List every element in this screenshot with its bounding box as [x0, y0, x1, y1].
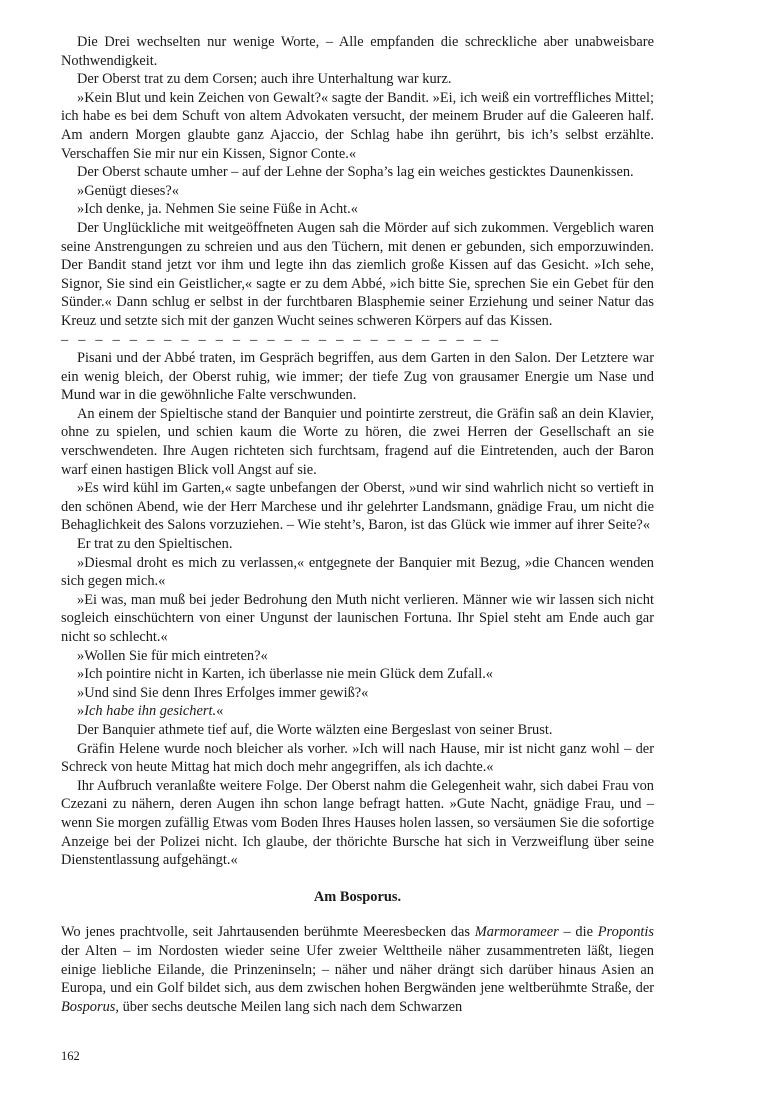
- quote-open: »: [77, 703, 85, 720]
- paragraph: »Und sind Sie denn Ihres Erfolges immer gewiß?«: [77, 684, 369, 701]
- paragraph: Gräfin Helene wurde noch bleicher als vorher. »Ich will nach Hause, mir ist nicht ganz wohl – der Schreck von heute Mittag hat mich doch mehr angegriffen, als ich dachte.«: [61, 740, 654, 776]
- paragraph: »Es wird kühl im Garten,« sagte unbefangen der Oberst, »und wir sind wahrlich nicht so vertieft in den schönen Abend, wie der Herr Marchese und ihr gelehrter Landsmann, gnädige Frau, um nicht die Behaglichkeit des Salons vorzuziehen. – Wie steht’s, Baron, ist das Glück wie immer auf ihrer Seite?«: [61, 480, 654, 534]
- paragraph: [61, 923, 654, 1016]
- paragraph: »Kein Blut und kein Zeichen von Gewalt?« sagte der Bandit. »Ei, ich weiß ein vortreffliches Mittel; ich habe es bei dem Schuft von altem Advokaten versucht, der meinem Bruder auf die Galeeren half. Am andern Morgen glaubte ganz Ajaccio, der Schlag habe ihn gerührt, bis ich’s selbst erzählte. Verschaffen Sie mir nur ein Kissen, Signor Conte.«: [61, 89, 654, 162]
- paragraph: Ihr Aufbruch veranlaßte weitere Folge. Der Oberst nahm die Gelegenheit wahr, sich dabei Frau von Czezani zu nähern, deren Augen ihn schon lange befragt hatten. »Gute Nacht, gnädige Frau, und – wenn Sie morgen zufällig Etwas vom Boden Ihres Hauses holen lassen, so versäumen Sie die sofortige Anzeige bei der Polizei nicht. Ich glaube, der thörichte Bursche hat sich in Verzweiflung über seine Dienstentlassung aufgehängt.«: [61, 777, 654, 869]
- paragraph: Der Banquier athmete tief auf, die Worte wälzten eine Bergeslast von seiner Brust.: [77, 721, 553, 738]
- paragraph: Er trat zu den Spieltischen.: [77, 536, 233, 553]
- paragraph: »Ich denke, ja. Nehmen Sie seine Füße in Acht.«: [77, 201, 358, 218]
- chapter-heading: Am Bosporus.: [313, 888, 402, 905]
- paragraph: »Genügt dieses?«: [77, 182, 179, 199]
- paragraph: Der Oberst schaute umher – auf der Lehne der Sopha’s lag ein weiches gesticktes Daunenkissen.: [77, 164, 634, 181]
- text-run: , über sechs deutsche Meilen lang sich nach dem Schwarzen: [115, 998, 463, 1015]
- paragraph: An einem der Spieltische stand der Banquier und pointirte zerstreut, die Gräfin saß an dein Klavier, ohne zu spielen, und schien kaum die Worte zu hören, die zwei Herren der Gesellschaft an sie verschwendeten. Ihre Augen richteten sich furchtsam, fragend auf die Eintretenden, auch der Baron warf einen hastigen Blick voll Angst auf sie.: [61, 405, 654, 478]
- paragraph: »Ich pointire nicht in Karten, ich überlasse nie mein Glück dem Zufall.«: [77, 666, 494, 683]
- paragraph: Der Oberst trat zu dem Corsen; auch ihre Unterhaltung war kurz.: [77, 71, 452, 88]
- italic-term: Bosporus: [61, 998, 116, 1015]
- paragraph: [61, 702, 654, 721]
- page-body: [61, 33, 654, 1016]
- paragraph: »Diesmal droht es mich zu verlassen,« entgegnete der Banquier mit Bezug, »die Chancen wenden sich gegen mich.«: [61, 554, 654, 590]
- paragraph: Der Unglückliche mit weitgeöffneten Augen sah die Mörder auf sich zukommen. Vergeblich waren seine Anstrengungen zu schreien und aus den Tüchern, mit denen er gebunden, sich emporzuwinden. Der Bandit stand jetzt vor ihm und legte ihn das ziemlich große Kissen auf das Gesicht. »Ich sehe, Signor, Sie sind ein Geistlicher,« sagte er zu dem Abbé, »ich bitte Sie, sprechen Sie ein Gebet für den Sünder.« Dann schlug er selbst in der furchtbaren Blasphemie seiner Erziehung und seiner Natur das Kreuz und setzte sich mit der ganzen Wucht seines schweren Körpers auf das Kissen.: [61, 219, 654, 329]
- italic-term: Marmorameer: [474, 924, 559, 941]
- page-number: 162: [61, 1049, 80, 1063]
- section-separator: – – – – – – – – – – – – – – – – – – – – – – – – – –: [61, 331, 502, 348]
- italic-term: Propontis: [597, 924, 654, 941]
- paragraph: Die Drei wechselten nur wenige Worte, – Alle empfanden die schreckliche aber unabweisbare Nothwendigkeit.: [61, 34, 654, 69]
- italic-phrase: Ich habe ihn gesichert.: [84, 703, 217, 720]
- paragraph: »Wollen Sie für mich eintreten?«: [77, 647, 268, 664]
- text-run: – die: [558, 924, 598, 941]
- paragraph: Pisani und der Abbé traten, im Gespräch begriffen, aus dem Garten in den Salon. Der Letztere war ein wenig bleich, der Oberst ruhig, wie immer; der tiefe Zug von grausamer Energie um Nase und Mund war in die gewöhnliche Falte verschwunden.: [61, 350, 654, 404]
- text-run: der Alten – im Nordosten wieder seine Ufer zweier Welttheile näher zusammentreten läßt, liegen einige liebliche Eilande, die Prinzeninseln; – näher und näher drängt sich darüber hinaus Asien an Europa, und ein Golf bildet sich, aus dem zwischen hohen Bergwänden jene weltberühmte Straße, der: [61, 942, 654, 997]
- quote-close: «: [216, 703, 224, 720]
- paragraph: »Ei was, man muß bei jeder Bedrohung den Muth nicht verlieren. Männer wie wir lassen sich nicht sogleich einschüchtern von einer Ungunst der launischen Fortuna. Ihr Spiel steht am Ende auch gar nicht so schlecht.«: [61, 591, 654, 645]
- text-run: Wo jenes prachtvolle, seit Jahrtausenden berühmte Meeresbecken das: [61, 924, 475, 941]
